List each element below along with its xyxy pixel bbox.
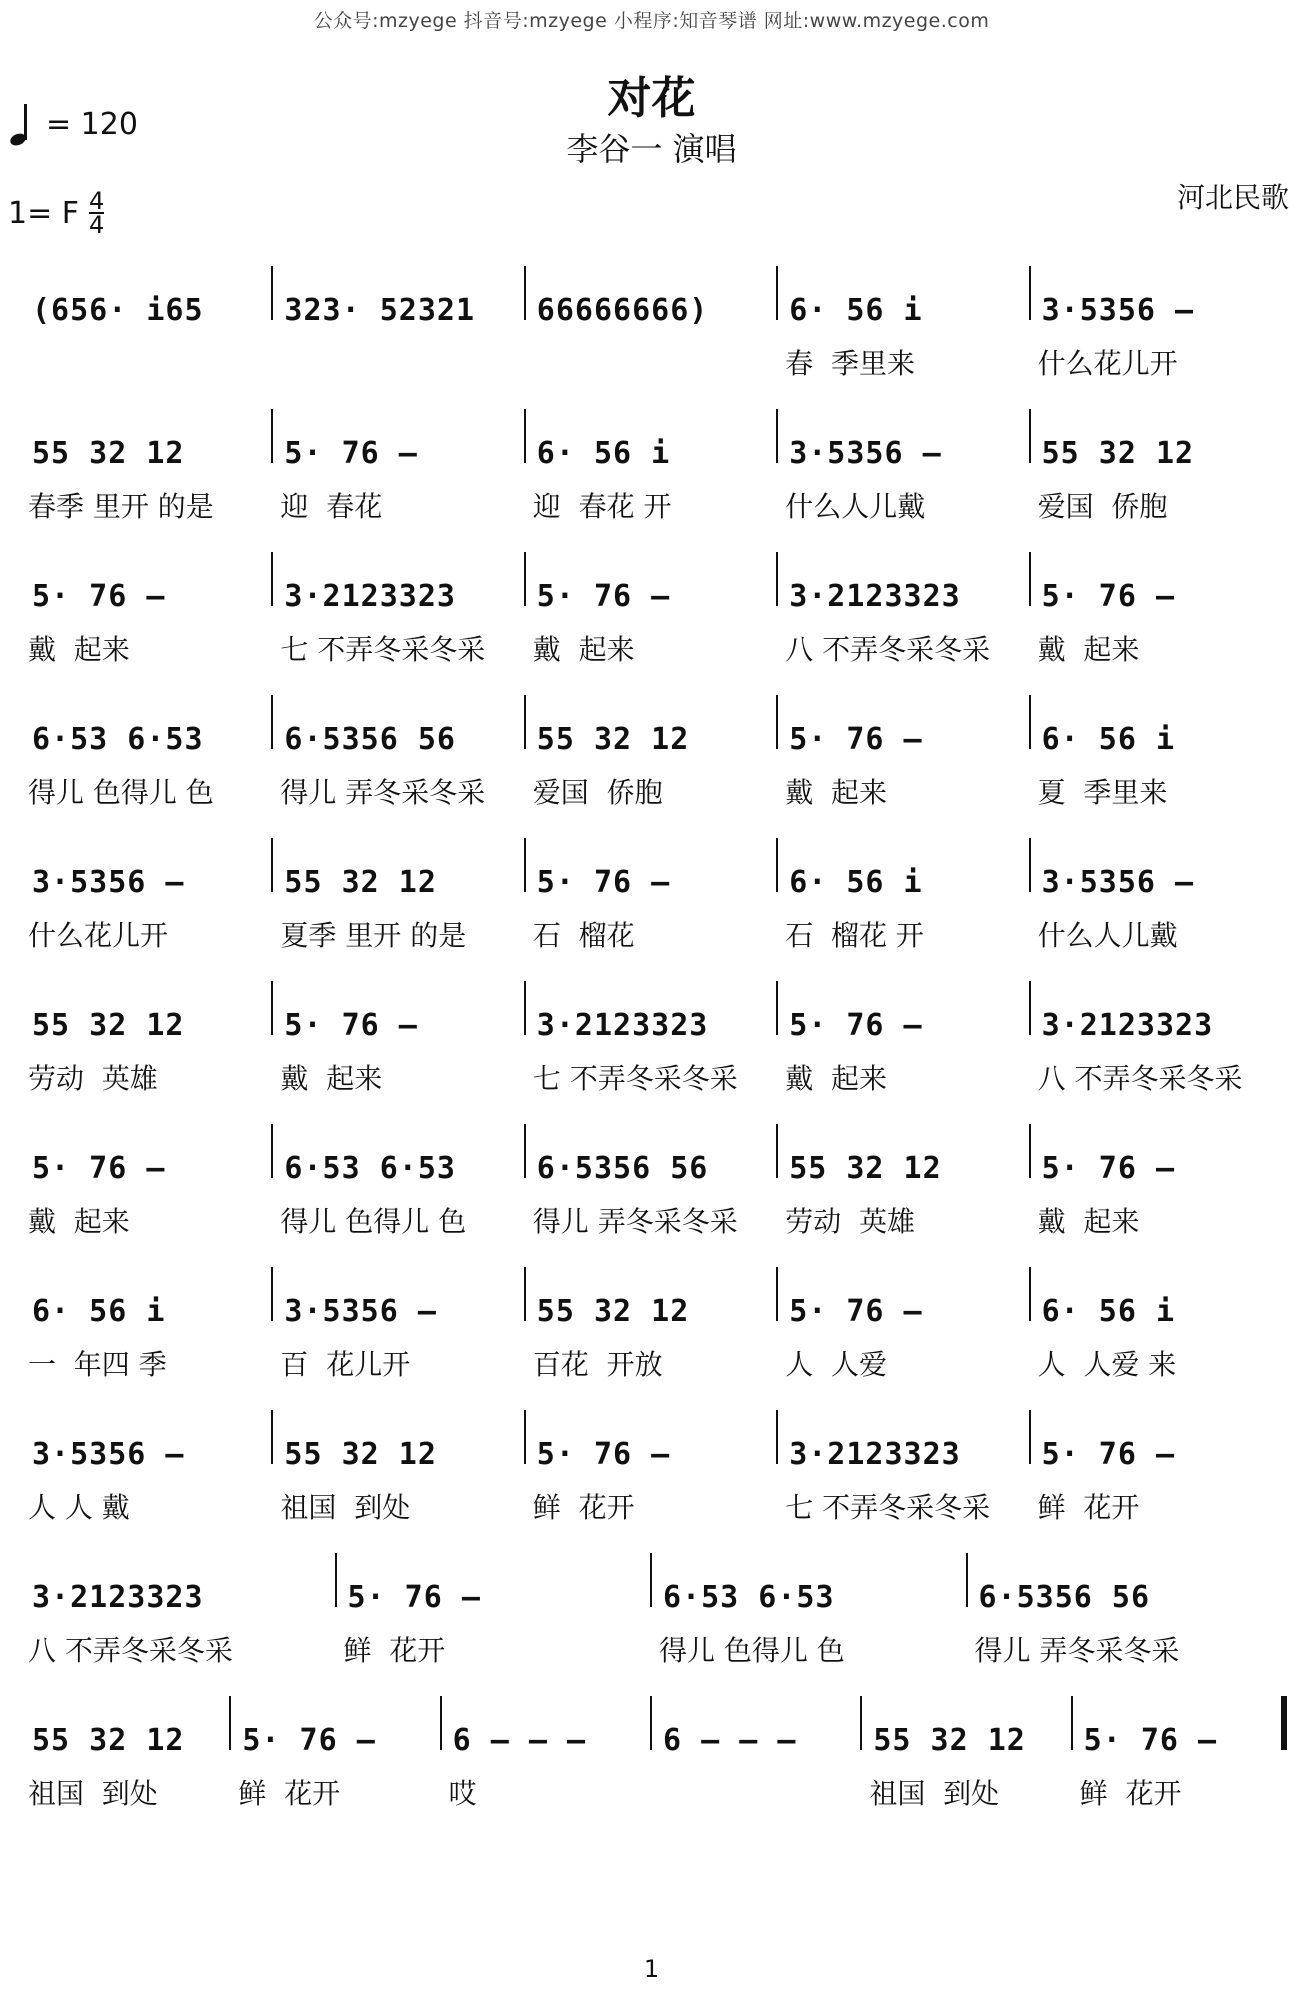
barline xyxy=(271,1410,273,1464)
measure-lyrics: 戴 起来 xyxy=(785,1062,887,1095)
measure xyxy=(527,1273,779,1403)
tempo-value: = 120 xyxy=(46,106,138,142)
measure-lyrics: 鲜 花开 xyxy=(1079,1777,1182,1810)
measure-lyrics: 人 人爱 xyxy=(785,1348,887,1381)
measure-lyrics: 鲜 花开 xyxy=(238,1777,341,1810)
measure-lyrics: 劳动 英雄 xyxy=(28,1062,158,1095)
measure xyxy=(969,1559,1285,1689)
measure xyxy=(274,272,526,402)
score-system xyxy=(22,272,1284,402)
measure xyxy=(274,844,526,974)
barline xyxy=(1029,266,1031,320)
measure-lyrics: 戴 起来 xyxy=(785,776,887,809)
measure-lyrics xyxy=(653,1772,863,1812)
measure-notes: 6 – – – xyxy=(663,1723,797,1758)
barline xyxy=(524,1124,526,1178)
measure-notes: 55 32 12 xyxy=(536,722,690,757)
measure xyxy=(1074,1702,1284,1832)
measure xyxy=(779,558,1031,688)
measure xyxy=(22,558,274,688)
measure xyxy=(22,987,274,1117)
measure-notes: 5· 76 – xyxy=(32,1151,166,1186)
measure-notes: (656· i65 xyxy=(32,293,204,328)
measure-lyrics: 劳动 英雄 xyxy=(785,1205,915,1238)
barline xyxy=(1029,1410,1031,1464)
barline xyxy=(776,981,778,1035)
page-number: 1 xyxy=(643,1955,660,1983)
measure-notes: 3·5356 – xyxy=(1041,293,1195,328)
barline xyxy=(776,695,778,749)
measure-lyrics: 戴 起来 xyxy=(532,633,635,666)
measure-lyrics: 八 不弄冬采冬采 xyxy=(28,1634,233,1667)
measure xyxy=(1032,844,1284,974)
measure-notes: 5· 76 – xyxy=(284,436,418,471)
measure-lyrics: 八 不弄冬采冬采 xyxy=(1037,1062,1243,1095)
score-system xyxy=(22,1273,1284,1403)
measure-notes: 5· 76 – xyxy=(1041,1151,1176,1186)
measure-notes: 5· 76 – xyxy=(789,722,923,757)
measure-notes: 5· 76 – xyxy=(536,1437,671,1472)
measure-lyrics: 人 人爱 来 xyxy=(1037,1348,1177,1381)
measure-notes: 3·5356 – xyxy=(32,1437,185,1472)
measure-lyrics xyxy=(274,342,526,382)
barline xyxy=(524,695,526,749)
measure-notes: 55 32 12 xyxy=(284,865,437,900)
measure-lyrics: 祖国 到处 xyxy=(28,1777,158,1810)
measure-lyrics: 祖国 到处 xyxy=(280,1491,411,1524)
measure-lyrics: 一 年四 季 xyxy=(28,1348,167,1381)
measure-lyrics: 得儿 色得儿 色 xyxy=(28,776,214,809)
measure-lyrics: 得儿 弄冬采冬采 xyxy=(532,1205,738,1238)
measure xyxy=(1032,558,1284,688)
barline xyxy=(271,695,273,749)
measure-notes: 6·5356 56 xyxy=(536,1151,709,1186)
barline xyxy=(860,1696,862,1750)
measure-lyrics: 夏季 里开 的是 xyxy=(280,919,467,952)
measure-lyrics: 夏 季里来 xyxy=(1037,776,1168,809)
barline xyxy=(271,981,273,1035)
barline xyxy=(1029,981,1031,1035)
measure-notes: 6 – – – xyxy=(452,1723,587,1758)
performer: 李谷一 演唱 xyxy=(566,130,737,168)
measure xyxy=(527,1130,779,1260)
time-signature xyxy=(89,187,105,239)
barline xyxy=(271,838,273,892)
measure-notes: 55 32 12 xyxy=(32,1008,185,1043)
measure xyxy=(1032,272,1284,402)
measure xyxy=(338,1559,654,1689)
measure xyxy=(1032,701,1284,831)
measure xyxy=(22,1416,274,1546)
barline xyxy=(524,266,526,320)
measure-notes: 55 32 12 xyxy=(536,1294,690,1329)
barline xyxy=(966,1553,968,1607)
score-system xyxy=(22,1130,1284,1260)
measure xyxy=(527,415,779,545)
measure-notes: 3·2123323 xyxy=(1041,1008,1214,1043)
measure-lyrics: 鲜 花开 xyxy=(1037,1491,1140,1524)
score-system xyxy=(22,1702,1284,1832)
measure-notes: 5· 76 – xyxy=(536,579,671,614)
barline xyxy=(229,1696,231,1750)
measure-notes: 55 32 12 xyxy=(284,1437,437,1472)
measure xyxy=(527,844,779,974)
score-system xyxy=(22,558,1284,688)
measure xyxy=(779,272,1031,402)
measure xyxy=(443,1702,653,1832)
score-system xyxy=(22,844,1284,974)
measure-lyrics: 七 不弄冬采冬采 xyxy=(532,1062,738,1095)
barline xyxy=(271,1267,273,1321)
measure xyxy=(779,701,1031,831)
measure xyxy=(22,272,274,402)
measure-lyrics: 戴 起来 xyxy=(1037,633,1140,666)
measure xyxy=(863,1702,1073,1832)
measure-notes: 6· 56 i xyxy=(789,865,923,900)
barline xyxy=(1029,409,1031,463)
measure-lyrics: 爱国 侨胞 xyxy=(1037,490,1168,523)
measure-notes: 5· 76 – xyxy=(536,865,671,900)
measure-lyrics: 什么人儿戴 xyxy=(1037,919,1178,952)
measure-notes: 6· 56 i xyxy=(32,1294,166,1329)
measure xyxy=(22,844,274,974)
barline xyxy=(524,409,526,463)
barline xyxy=(271,266,273,320)
measure-lyrics: 什么花儿开 xyxy=(1037,347,1178,380)
measure xyxy=(1032,1130,1284,1260)
measure-lyrics: 哎 xyxy=(448,1777,477,1810)
song-title: 对花 xyxy=(607,73,696,124)
measure xyxy=(653,1702,863,1832)
barline xyxy=(650,1696,652,1750)
measure-lyrics: 得儿 弄冬采冬采 xyxy=(974,1634,1180,1667)
barline xyxy=(650,1553,652,1607)
measure xyxy=(274,558,526,688)
barline xyxy=(1029,1267,1031,1321)
measure xyxy=(779,1416,1031,1546)
measure-notes: 5· 76 – xyxy=(789,1008,923,1043)
measure xyxy=(22,1702,232,1832)
measure-lyrics: 鲜 花开 xyxy=(532,1491,635,1524)
time-sig-top: 4 xyxy=(89,187,105,215)
measure xyxy=(779,844,1031,974)
measure-lyrics: 戴 起来 xyxy=(1037,1205,1140,1238)
final-barline xyxy=(1281,1696,1287,1750)
measure-lyrics: 七 不弄冬采冬采 xyxy=(785,1491,991,1524)
measure xyxy=(779,1273,1031,1403)
barline xyxy=(524,838,526,892)
measure-notes: 5· 76 – xyxy=(1083,1723,1218,1758)
measure-notes: 3·5356 – xyxy=(32,865,185,900)
barline xyxy=(776,1124,778,1178)
measure-lyrics: 百 花儿开 xyxy=(280,1348,411,1381)
barline xyxy=(1029,695,1031,749)
measure-lyrics xyxy=(22,342,274,382)
measure-lyrics: 鲜 花开 xyxy=(343,1634,446,1667)
barline xyxy=(524,981,526,1035)
measure xyxy=(22,701,274,831)
measure-lyrics: 戴 起来 xyxy=(28,633,130,666)
measure-lyrics: 得儿 色得儿 色 xyxy=(659,1634,845,1667)
barline xyxy=(524,1410,526,1464)
measure-lyrics: 石 榴花 xyxy=(532,919,635,952)
song-origin: 河北民歌 xyxy=(1176,181,1289,214)
measure-lyrics: 什么花儿开 xyxy=(28,919,169,952)
measure-lyrics: 石 榴花 开 xyxy=(785,919,924,952)
barline xyxy=(776,409,778,463)
time-sig-bottom: 4 xyxy=(89,211,105,239)
measure-notes: 6·53 6·53 xyxy=(284,1151,456,1186)
measure xyxy=(653,1559,969,1689)
measure-notes: 3·5356 – xyxy=(789,436,942,471)
measure xyxy=(527,1416,779,1546)
measure-notes: 5· 76 – xyxy=(789,1294,923,1329)
barline xyxy=(271,1124,273,1178)
barline xyxy=(440,1696,442,1750)
measure-notes: 55 32 12 xyxy=(32,436,185,471)
measure-notes: 66666666) xyxy=(536,293,709,328)
measure-lyrics: 爱国 侨胞 xyxy=(532,776,663,809)
measure-notes: 3·2123323 xyxy=(789,579,961,614)
barline xyxy=(1029,552,1031,606)
barline xyxy=(271,409,273,463)
measure xyxy=(22,1130,274,1260)
measure xyxy=(527,987,779,1117)
measure-lyrics: 得儿 弄冬采冬采 xyxy=(280,776,486,809)
barline xyxy=(524,552,526,606)
measure-notes: 5· 76 – xyxy=(284,1008,418,1043)
measure-notes: 55 32 12 xyxy=(789,1151,942,1186)
measure xyxy=(22,1273,274,1403)
measure-lyrics: 春季 里开 的是 xyxy=(28,490,214,523)
barline xyxy=(1071,1696,1073,1750)
measure-notes: 3·5356 – xyxy=(284,1294,437,1329)
measure xyxy=(274,1416,526,1546)
score-system xyxy=(22,701,1284,831)
measure xyxy=(1032,415,1284,545)
measure-notes: 5· 76 – xyxy=(1041,579,1176,614)
measure-lyrics: 人 人 戴 xyxy=(28,1491,130,1524)
measure xyxy=(1032,1416,1284,1546)
measure xyxy=(527,272,779,402)
measure xyxy=(1032,987,1284,1117)
measure-lyrics: 七 不弄冬采冬采 xyxy=(280,633,486,666)
barline xyxy=(1029,838,1031,892)
measure xyxy=(1032,1273,1284,1403)
measure-lyrics: 得儿 色得儿 色 xyxy=(280,1205,467,1238)
measure-notes: 5· 76 – xyxy=(347,1580,481,1615)
measure-notes: 3·2123323 xyxy=(789,1437,961,1472)
measure xyxy=(779,1130,1031,1260)
measure xyxy=(274,701,526,831)
measure-lyrics: 戴 起来 xyxy=(28,1205,130,1238)
measure-lyrics: 什么人儿戴 xyxy=(785,490,926,523)
measure-lyrics: 迎 春花 xyxy=(280,490,383,523)
score-system xyxy=(22,987,1284,1117)
measure xyxy=(779,987,1031,1117)
measure-notes: 6·53 6·53 xyxy=(663,1580,835,1615)
measure-notes: 5· 76 – xyxy=(32,579,166,614)
barline xyxy=(271,552,273,606)
measure-notes: 6· 56 i xyxy=(536,436,671,471)
measure-notes: 55 32 12 xyxy=(1041,436,1195,471)
barline xyxy=(776,838,778,892)
measure-notes: 3·2123323 xyxy=(284,579,456,614)
barline xyxy=(776,1410,778,1464)
measure-notes: 6·5356 56 xyxy=(284,722,456,757)
measure xyxy=(527,701,779,831)
measure-notes: 5· 76 – xyxy=(242,1723,376,1758)
measure-notes: 6· 56 i xyxy=(1041,1294,1176,1329)
measure-notes: 3·5356 – xyxy=(1041,865,1195,900)
measure xyxy=(779,415,1031,545)
site-header: 公众号:mzyege 抖音号:mzyege 小程序:知音琴谱 网址:www.mzyege.com xyxy=(313,10,990,32)
measure xyxy=(232,1702,442,1832)
barline xyxy=(1029,1124,1031,1178)
measure-notes: 6·5356 56 xyxy=(978,1580,1151,1615)
measure-notes: 3·2123323 xyxy=(536,1008,709,1043)
measure-lyrics: 戴 起来 xyxy=(280,1062,383,1095)
measure xyxy=(22,415,274,545)
measure-notes: 55 32 12 xyxy=(873,1723,1026,1758)
measure-notes: 6· 56 i xyxy=(1041,722,1176,757)
barline xyxy=(776,1267,778,1321)
measure-notes: 6· 56 i xyxy=(789,293,923,328)
measure-notes: 55 32 12 xyxy=(32,1723,185,1758)
score-system xyxy=(22,1416,1284,1546)
score-system xyxy=(22,1559,1284,1689)
measure-lyrics: 迎 春花 开 xyxy=(532,490,672,523)
score-system xyxy=(22,415,1284,545)
measure-notes: 323· 52321 xyxy=(284,293,476,328)
measure-lyrics: 百花 开放 xyxy=(532,1348,663,1381)
measure xyxy=(22,1559,338,1689)
measure xyxy=(274,987,526,1117)
barline xyxy=(524,1267,526,1321)
barline xyxy=(335,1553,337,1607)
measure-lyrics: 八 不弄冬采冬采 xyxy=(785,633,991,666)
measure-notes: 6·53 6·53 xyxy=(32,722,204,757)
key-signature xyxy=(8,187,105,239)
measure xyxy=(274,1130,526,1260)
barline xyxy=(776,266,778,320)
measure-notes: 5· 76 – xyxy=(1041,1437,1176,1472)
measure xyxy=(527,558,779,688)
barline xyxy=(776,552,778,606)
measure-lyrics xyxy=(527,342,779,382)
measure-notes: 3·2123323 xyxy=(32,1580,204,1615)
measure xyxy=(274,415,526,545)
measure-lyrics: 祖国 到处 xyxy=(869,1777,1000,1810)
key-value: 1= F xyxy=(8,195,80,231)
measure xyxy=(274,1273,526,1403)
measure-lyrics: 春 季里来 xyxy=(785,347,915,380)
